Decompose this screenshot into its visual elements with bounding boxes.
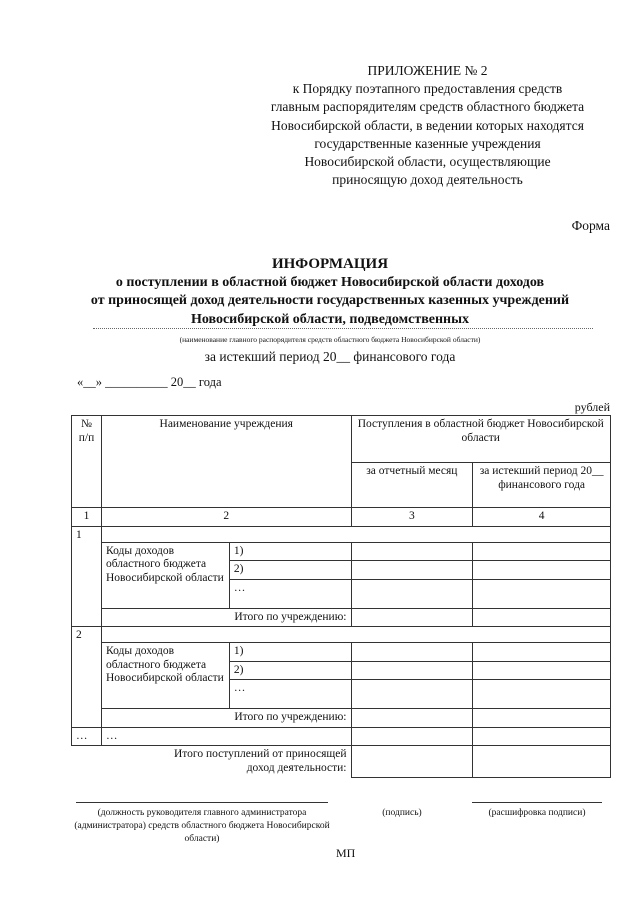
table-row: [72, 526, 611, 542]
appendix-line: Новосибирской области, осуществляющие: [304, 154, 551, 170]
index-row: [72, 508, 611, 527]
period-text: за истекший период 20__ финансового года: [204, 349, 456, 364]
col-number-header: № п/п: [72, 416, 102, 508]
subtotal-label: Итого по учреждению:: [101, 608, 351, 627]
value-cell: [473, 542, 611, 561]
units-label: рублей: [574, 400, 610, 414]
value-cell: [351, 709, 473, 728]
value-cell: [473, 579, 611, 608]
date-line: «__» __________ 20__ года: [77, 375, 222, 389]
col-month-header: за отчетный месяц: [351, 463, 473, 508]
header-row: [72, 416, 611, 463]
subtotal-row: [72, 709, 611, 728]
subtotal-row: [72, 608, 611, 627]
value-cell: [473, 561, 611, 580]
stamp-place: МП: [336, 846, 356, 860]
value-cell: [473, 643, 611, 662]
grand-total-row: [72, 746, 611, 778]
appendix-title: ПРИЛОЖЕНИЕ № 2: [367, 63, 488, 78]
index-cell: 4: [473, 508, 611, 527]
code-cell: …: [229, 680, 351, 709]
grand-total-label: Итого поступлений от приносящей доход деятельности:: [72, 746, 352, 778]
code-cell: 2): [229, 661, 351, 680]
appendix-header: [230, 62, 625, 189]
code-cell: …: [229, 579, 351, 608]
signature-caption: (подпись): [382, 808, 422, 818]
index-cell: 3: [351, 508, 473, 527]
col-period-header: за истекший период 20__ финансового года: [473, 463, 611, 508]
code-cell: 1): [229, 643, 351, 662]
value-cell: [473, 680, 611, 709]
value-cell: [473, 709, 611, 728]
value-cell: [351, 680, 473, 709]
value-cell: [351, 542, 473, 561]
table-row: [72, 542, 611, 561]
appendix-line: Новосибирской области, в ведении которых находятся: [271, 117, 584, 133]
distributor-fill-line: [93, 328, 593, 329]
code-cell: 1): [229, 542, 351, 561]
value-cell: [473, 608, 611, 627]
value-cell: [351, 727, 473, 746]
index-cell: 1: [72, 508, 102, 527]
value-cell: [473, 746, 611, 778]
institution-name-cell: [101, 627, 610, 643]
position-caption: (должность руководителя главного администратора (администратора) средств областного бюджета Новосибирской области): [74, 808, 330, 844]
title-line: Новосибирской области, подведомственных: [190, 311, 470, 327]
code-cell: 2): [229, 561, 351, 580]
table-row: [72, 643, 611, 662]
value-cell: [351, 661, 473, 680]
title-line: о поступлении в областной бюджет Новосибирской области доходов: [115, 274, 545, 290]
title-line: от приносящей доход деятельности государственных казенных учреждений: [90, 293, 570, 308]
row-number: 1: [72, 526, 102, 627]
row-number: 2: [72, 627, 102, 728]
value-cell: [351, 643, 473, 662]
ellipsis-cell: …: [101, 727, 351, 746]
value-cell: [473, 727, 611, 746]
value-cell: [351, 608, 473, 627]
appendix-line: к Порядку поэтапного предоставления средств: [292, 81, 563, 97]
subtotal-label: Итого по учреждению:: [101, 709, 351, 728]
distributor-caption: (наименование главного распорядителя средств областного бюджета Новосибирской области): [179, 335, 481, 344]
decoding-signature-line: [472, 802, 602, 803]
row-number: …: [72, 727, 102, 746]
institution-name-cell: [101, 526, 610, 542]
table-row: [72, 627, 611, 643]
value-cell: [351, 561, 473, 580]
document-title: [40, 255, 620, 329]
value-cell: [351, 579, 473, 608]
title-main: ИНФОРМАЦИЯ: [271, 256, 389, 272]
col-receipts-header: Поступления в областной бюджет Новосибирской области: [351, 416, 611, 463]
decoding-caption: (расшифровка подписи): [488, 808, 586, 818]
col-name-header: Наименование учреждения: [101, 416, 351, 508]
value-cell: [473, 661, 611, 680]
codes-label: Коды доходов областного бюджета Новосибирской области: [101, 542, 229, 608]
appendix-line: приносящую доход деятельность: [332, 172, 523, 188]
appendix-line: главным распорядителям средств областного бюджета: [270, 99, 585, 115]
form-label: Форма: [571, 218, 610, 233]
receipts-table: [71, 415, 611, 778]
table-row: [72, 727, 611, 746]
index-cell: 2: [101, 508, 351, 527]
position-signature-line: [76, 802, 328, 803]
appendix-line: государственные казенные учреждения: [314, 135, 541, 151]
codes-label: Коды доходов областного бюджета Новосибирской области: [101, 643, 229, 709]
value-cell: [351, 746, 473, 778]
